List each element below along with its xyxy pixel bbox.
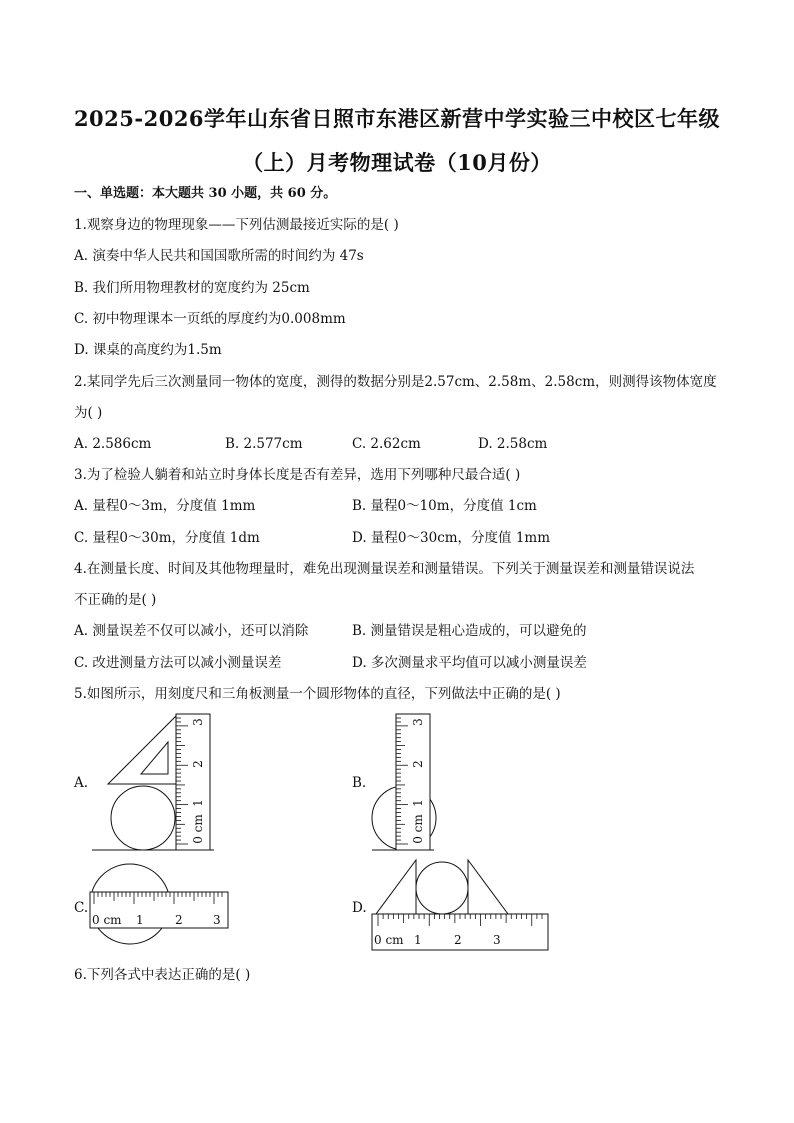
ruler-d-label-1: 1 [414,933,422,947]
ruler-c-label-0: 0 cm [92,913,122,927]
q5-stem: 5.如图所示，用刻度尺和三角板测量一个圆形物体的直径，下列做法中正确的是( ) [74,686,561,702]
q4-option-a: A. 测量误差不仅可以减小，还可以消除 [74,623,309,639]
q3-option-b: B. 量程0～10m，分度值 1cm [352,498,537,514]
q1-option-d: D. 课桌的高度约为1.5m [74,342,222,358]
ruler-b-label-0: 0 cm [411,814,425,844]
q5-option-d-label: D. [352,900,367,916]
q3-option-c: C. 量程0～30m，分度值 1dm [74,530,260,546]
q3-option-d: D. 量程0～30cm，分度值 1mm [352,530,551,546]
exam-title-line1: 2025-2026学年山东省日照市东港区新营中学实验三中校区七年级 [73,106,721,131]
q1-option-c: C. 初中物理课本一页纸的厚度约为0.008mm [74,311,346,327]
q5-figure-a [88,712,218,854]
ruler-d-label-0: 0 cm [374,933,404,947]
ruler-a-label-2: 2 [191,760,205,768]
q2-option-c: C. 2.62cm [352,436,421,452]
ruler-a-label-0: 0 cm [191,814,205,844]
q2-option-a: A. 2.586cm [74,436,152,452]
exam-title-line2: （上）月考物理试卷（10月份） [242,150,552,175]
ruler-d-label-3: 3 [493,933,501,947]
ruler-b-label-1: 1 [411,799,425,807]
q1-stem: 1.观察身边的物理现象——下列估测最接近实际的是( ) [74,217,399,233]
ruler-b-label-3: 3 [411,718,425,726]
q4-option-b: B. 测量错误是粗心造成的，可以避免的 [352,623,587,639]
q1-option-b: B. 我们所用物理教材的宽度约为 25cm [74,280,310,296]
ruler-d-label-2: 2 [454,933,462,947]
q2-stem-line2: 为( ) [74,405,103,421]
q5-figure-d [368,856,552,954]
q2-option-b: B. 2.577cm [225,436,303,452]
q4-option-d: D. 多次测量求平均值可以减小测量误差 [352,655,587,671]
ruler-c-label-1: 1 [136,913,144,927]
ruler-c-label-2: 2 [175,913,183,927]
q3-stem: 3.为了检验人躺着和站立时身体长度是否有差异，选用下列哪种尺最合适( ) [74,467,521,483]
q4-option-c: C. 改进测量方法可以减小测量误差 [74,655,282,671]
q6-stem: 6.下列各式中表达正确的是( ) [74,967,251,983]
ruler-a-label-1: 1 [191,799,205,807]
ruler-a-label-3: 3 [191,718,205,726]
q2-option-d: D. 2.58cm [478,436,548,452]
q5-figure-c [88,862,232,948]
q5-option-b-label: B. [352,775,367,791]
q5-option-c-label: C. [74,900,89,916]
ruler-b-label-2: 2 [411,760,425,768]
q2-stem-line1: 2.某同学先后三次测量同一物体的宽度，测得的数据分别是2.57cm、2.58m、2.58cm，则测得该物体宽度 [74,374,717,390]
ruler-c-label-3: 3 [213,913,221,927]
q3-option-a: A. 量程0～3m，分度值 1mm [74,498,256,514]
q5-figure-b [368,712,438,854]
q4-stem-line2: 不正确的是( ) [74,592,157,608]
q1-option-a: A. 演奏中华人民共和国国歌所需的时间约为 47s [74,248,364,264]
section-heading: 一、单选题：本大题共 30 小题，共 60 分。 [74,186,337,201]
q4-stem-line1: 4.在测量长度、时间及其他物理量时，难免出现测量误差和测量错误。下列关于测量误差和测量错误说法 [74,561,695,577]
q5-option-a-label: A. [74,775,89,791]
